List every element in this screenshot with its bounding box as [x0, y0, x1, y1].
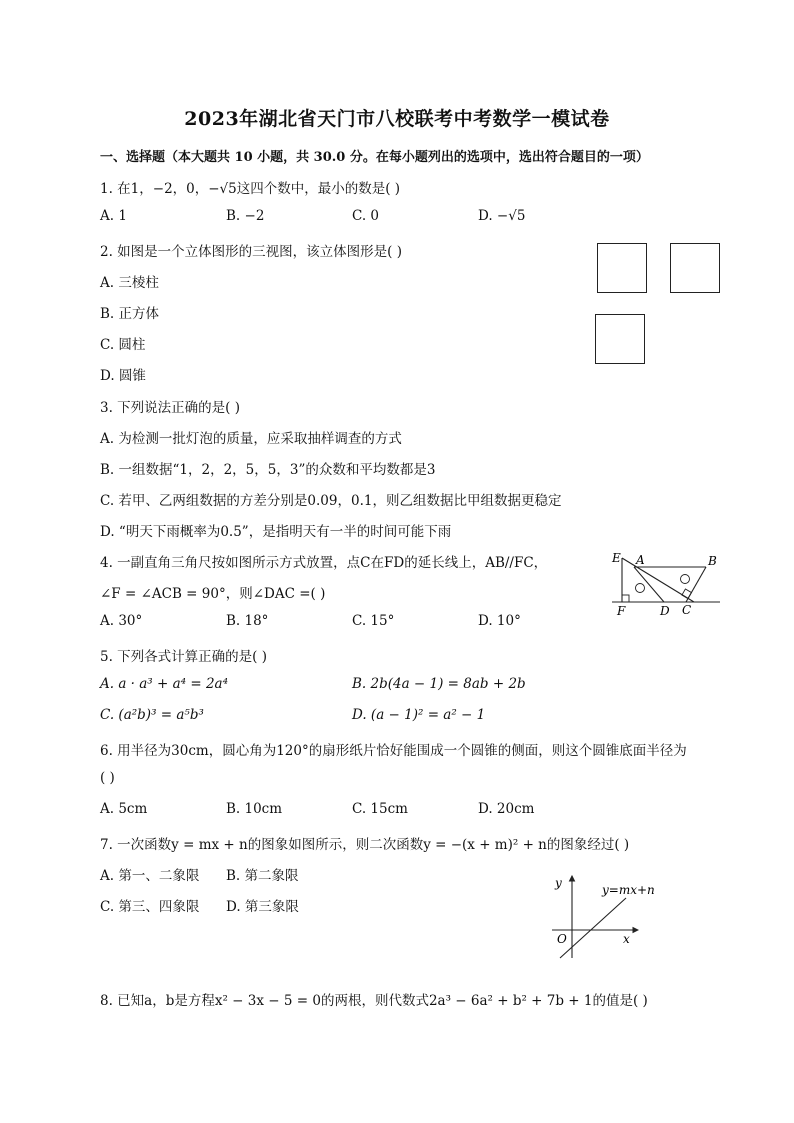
ruler-hole-right	[681, 575, 690, 584]
question-6-option-c[interactable]: C. 15cm	[352, 801, 408, 817]
question-2-option-a[interactable]: A. 三棱柱	[100, 275, 159, 291]
question-6-stem-line1: 6. 用半径为30cm，圆心角为120°的扇形纸片恰好能围成一个圆锥的侧面，则这个圆锥底面半径为	[100, 743, 687, 759]
question-3-option-d[interactable]: D. “明天下雨概率为0.5”，是指明天有一半的时间可能下雨	[100, 524, 452, 540]
point-label-a: A	[636, 553, 645, 567]
linear-function-graph	[548, 870, 668, 962]
question-4-option-d[interactable]: D. 10°	[478, 613, 521, 629]
x-axis-label: x	[623, 932, 630, 946]
point-label-b: B	[708, 554, 717, 568]
three-view-top-square	[595, 314, 645, 364]
three-view-front-square	[597, 243, 647, 293]
question-7-option-c[interactable]: C. 第三、四象限	[100, 899, 200, 915]
page-title: 2023年湖北省天门市八校联考中考数学一模试卷	[184, 108, 610, 130]
origin-label: O	[557, 932, 567, 946]
point-label-c: C	[682, 603, 692, 617]
question-2-option-b[interactable]: B. 正方体	[100, 306, 160, 322]
ruler-hole-left	[636, 584, 645, 593]
question-5-option-b[interactable]: B. 2b(4a − 1) = 8ab + 2b	[352, 676, 526, 692]
question-5-stem: 5. 下列各式计算正确的是( )	[100, 649, 267, 665]
question-3-option-c[interactable]: C. 若甲、乙两组数据的方差分别是0.09，0.1，则乙组数据比甲组数据更稳定	[100, 493, 562, 509]
function-label: y=mx+n	[602, 883, 655, 897]
point-label-d: D	[660, 604, 670, 618]
question-8-stem: 8. 已知a，b是方程x² − 3x − 5 = 0的两根，则代数式2a³ − 6a² + b² + 7b + 1的值是( )	[100, 993, 648, 1009]
question-6-option-d[interactable]: D. 20cm	[478, 801, 535, 817]
section-heading: 一、选择题（本大题共 10 小题，共 30.0 分。在每小题列出的选项中，选出符合题目的一项）	[100, 150, 649, 165]
triangle-rulers-figure	[606, 548, 726, 618]
question-3-option-a[interactable]: A. 为检测一批灯泡的质量，应采取抽样调查的方式	[100, 431, 402, 447]
question-7-option-d[interactable]: D. 第三象限	[226, 899, 299, 915]
question-2-option-c[interactable]: C. 圆柱	[100, 337, 146, 353]
question-7-option-a[interactable]: A. 第一、二象限	[100, 868, 200, 884]
question-2-stem: 2. 如图是一个立体图形的三视图，该立体图形是( )	[100, 244, 402, 260]
question-2-option-d[interactable]: D. 圆锥	[100, 368, 146, 384]
question-5-option-a[interactable]: A. a · a³ + a⁴ = 2a⁴	[100, 676, 229, 692]
question-6-stem-line2: ( )	[100, 770, 115, 786]
point-label-f: F	[617, 604, 626, 618]
question-4-stem-line1: 4. 一副直角三角尺按如图所示方式放置，点C在FD的延长线上，AB//FC，	[100, 555, 548, 571]
question-1-option-d[interactable]: D. −√5	[478, 208, 526, 224]
question-3-stem: 3. 下列说法正确的是( )	[100, 400, 240, 416]
question-4-stem-line2: ∠F = ∠ACB = 90°，则∠DAC =( )	[100, 586, 326, 602]
question-7-stem: 7. 一次函数y = mx + n的图象如图所示，则二次函数y = −(x + m)² + n的图象经过( )	[100, 837, 630, 853]
function-line	[560, 898, 626, 958]
question-4-option-c[interactable]: C. 15°	[352, 613, 395, 629]
question-5-option-c[interactable]: C. (a²b)³ = a⁵b³	[100, 707, 204, 723]
question-1-stem: 1. 在1，−2，0，−√5这四个数中，最小的数是( )	[100, 181, 401, 197]
question-3-option-b[interactable]: B. 一组数据“1，2，2，5，5，3”的众数和平均数都是3	[100, 462, 436, 478]
question-4-option-a[interactable]: A. 30°	[100, 613, 143, 629]
question-1-option-b[interactable]: B. −2	[226, 208, 265, 224]
point-label-e: E	[612, 551, 621, 565]
three-view-side-square	[670, 243, 720, 293]
question-5-option-d[interactable]: D. (a − 1)² = a² − 1	[352, 707, 486, 723]
question-6-option-a[interactable]: A. 5cm	[100, 801, 148, 817]
question-6-option-b[interactable]: B. 10cm	[226, 801, 283, 817]
question-1-option-c[interactable]: C. 0	[352, 208, 380, 224]
y-axis-label: y	[555, 876, 562, 890]
question-4-option-b[interactable]: B. 18°	[226, 613, 269, 629]
question-1-option-a[interactable]: A. 1	[100, 208, 127, 224]
question-7-option-b[interactable]: B. 第二象限	[226, 868, 299, 884]
